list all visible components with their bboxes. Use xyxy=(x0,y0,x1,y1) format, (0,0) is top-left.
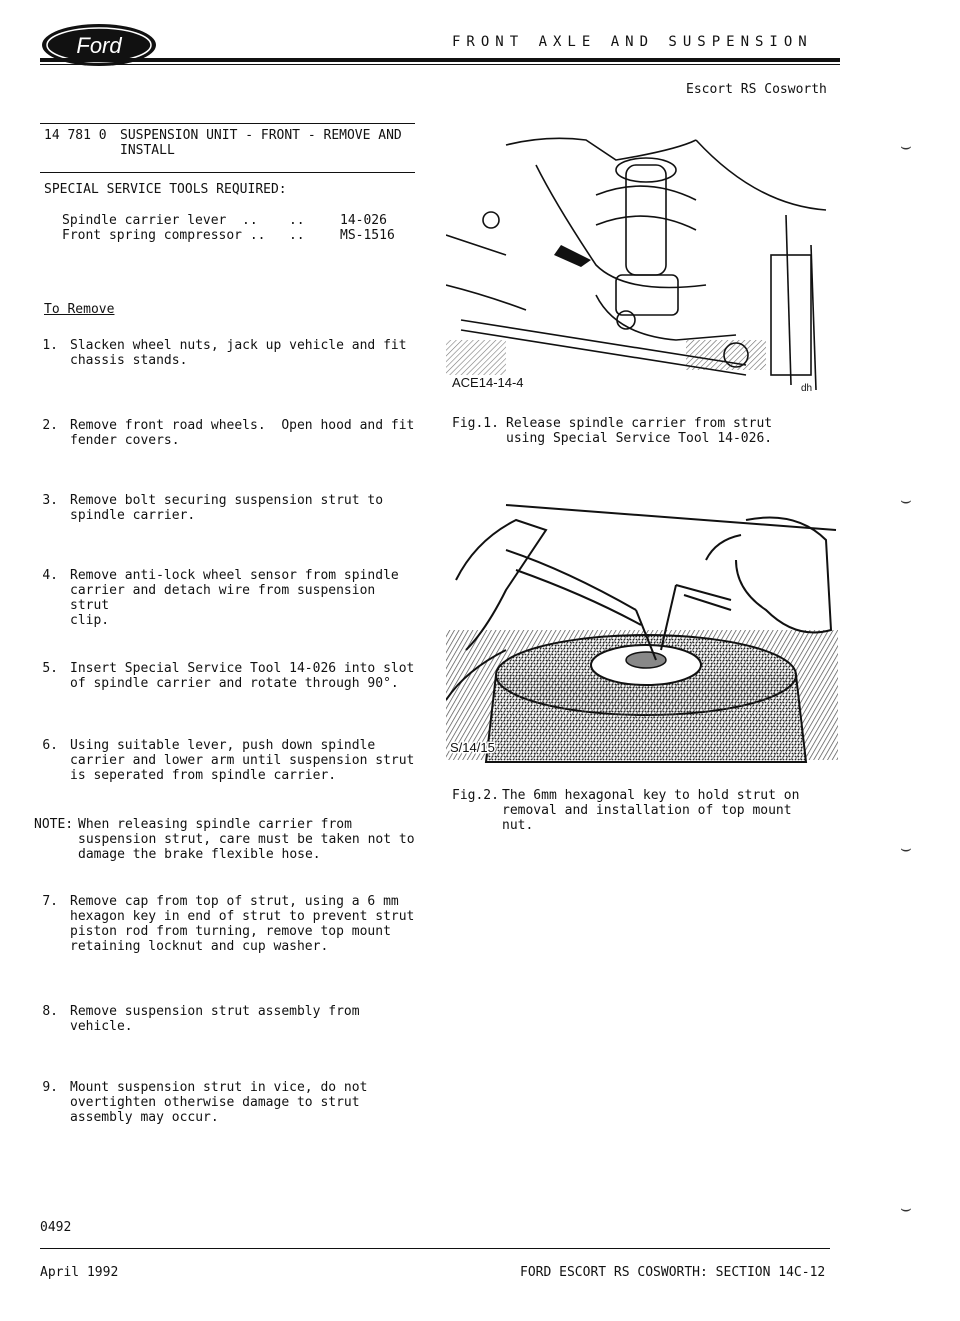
step-line: Remove front road wheels. Open hood and fit xyxy=(70,418,415,433)
step-text xyxy=(70,493,415,523)
figure-1-corner-mark: dh xyxy=(801,383,813,394)
remove-heading: To Remove xyxy=(44,302,115,317)
step-line: Mount suspension strut in vice, do not xyxy=(70,1080,368,1095)
header-rule xyxy=(40,58,840,62)
step-line: Remove cap from top of strut, using a 6 mm xyxy=(70,894,399,909)
step-text xyxy=(70,661,415,691)
tool-name: Spindle carrier lever .. .. xyxy=(62,213,305,228)
section-number: 14 781 0 xyxy=(44,128,107,143)
step-line: piston rod from turning, remove top mount xyxy=(70,924,391,939)
step-number: 4. xyxy=(42,568,58,583)
step-line: overtighten otherwise damage to strut xyxy=(70,1095,360,1110)
step-line: Using suitable lever, push down spindle xyxy=(70,738,376,753)
figure-2-caption-number: Fig.2. xyxy=(452,788,499,803)
tool-name: Front spring compressor .. .. xyxy=(62,228,305,243)
section-title xyxy=(120,128,402,158)
figure-1-caption xyxy=(506,416,772,446)
step-line: chassis stands. xyxy=(70,353,188,368)
caption-line: Release spindle carrier from strut xyxy=(506,416,773,431)
figure-1-label: ACE14-14-4 xyxy=(452,375,524,390)
figure-1-caption-number: Fig.1. xyxy=(452,416,499,431)
step-text xyxy=(70,568,415,628)
step-number: 9. xyxy=(42,1080,58,1095)
step-line: of spindle carrier and rotate through 90°. xyxy=(70,676,399,691)
note-text xyxy=(78,817,423,862)
step-number: 3. xyxy=(42,493,58,508)
tool-code: 14-026 xyxy=(340,213,387,228)
step-number: 5. xyxy=(42,661,58,676)
ford-logo-text: Ford xyxy=(76,33,122,58)
step-number: 1. xyxy=(42,338,58,353)
section-title-line: SUSPENSION UNIT - FRONT - REMOVE AND xyxy=(120,128,402,143)
caption-line: removal and installation of top mount xyxy=(502,803,792,818)
section-rule-bottom xyxy=(40,172,415,173)
page-header-title: FRONT AXLE AND SUSPENSION xyxy=(452,34,813,50)
caption-line: using Special Service Tool 14-026. xyxy=(506,431,773,446)
page-subtitle: Escort RS Cosworth xyxy=(686,82,827,97)
step-line: is seperated from spindle carrier. xyxy=(70,768,337,783)
step-line: Insert Special Service Tool 14-026 into slot xyxy=(70,661,415,676)
step-text xyxy=(70,338,415,368)
header-rule-thin xyxy=(40,64,840,65)
tools-heading: SPECIAL SERVICE TOOLS REQUIRED: xyxy=(44,182,287,197)
figure-2-label: S/14/15 xyxy=(450,740,495,755)
step-line: Remove suspension strut assembly from xyxy=(70,1004,360,1019)
step-line: carrier and lower arm until suspension strut xyxy=(70,753,415,768)
step-text xyxy=(70,738,415,783)
step-number: 2. xyxy=(42,418,58,433)
footer-reference: FORD ESCORT RS COSWORTH: SECTION 14C-12 xyxy=(520,1265,826,1280)
figure-2-illustration xyxy=(446,500,838,772)
step-number: 8. xyxy=(42,1004,58,1019)
step-line: Remove bolt securing suspension strut to xyxy=(70,493,384,508)
step-line: spindle carrier. xyxy=(70,508,196,523)
note-line: damage the brake flexible hose. xyxy=(78,847,321,862)
step-text xyxy=(70,418,415,448)
caption-line: The 6mm hexagonal key to hold strut on xyxy=(502,788,800,803)
note-line: When releasing spindle carrier from xyxy=(78,817,352,832)
figure-2-caption xyxy=(502,788,799,833)
margin-tick-mark: ⌣ xyxy=(900,1198,912,1219)
step-line: retaining locknut and cup washer. xyxy=(70,939,329,954)
caption-line: nut. xyxy=(502,818,534,833)
step-line: carrier and detach wire from suspension strut xyxy=(70,583,376,613)
step-line: fender covers. xyxy=(70,433,180,448)
step-line: assembly may occur. xyxy=(70,1110,219,1125)
margin-tick-mark: ⌣ xyxy=(900,838,912,859)
step-line: vehicle. xyxy=(70,1019,133,1034)
figure-2-drawing xyxy=(446,500,838,772)
footer-rule xyxy=(40,1248,830,1249)
figure-1-drawing xyxy=(446,135,836,395)
step-line: clip. xyxy=(70,613,110,628)
note-line: suspension strut, care must be taken not to xyxy=(78,832,415,847)
tool-code: MS-1516 xyxy=(340,228,395,243)
step-line: Slacken wheel nuts, jack up vehicle and fit xyxy=(70,338,407,353)
step-number: 7. xyxy=(42,894,58,909)
step-line: Remove anti-lock wheel sensor from spindle xyxy=(70,568,399,583)
margin-tick-mark: ⌣ xyxy=(900,136,912,157)
section-title-line: INSTALL xyxy=(120,143,175,158)
footer-date: April 1992 xyxy=(40,1265,119,1280)
step-text xyxy=(70,1080,415,1125)
step-number: 6. xyxy=(42,738,58,753)
margin-tick-mark: ⌣ xyxy=(900,490,912,511)
figure-1-illustration xyxy=(446,135,836,395)
step-line: hexagon key in end of strut to prevent strut xyxy=(70,909,415,924)
section-rule-top xyxy=(40,123,415,124)
step-text xyxy=(70,1004,415,1034)
step-text xyxy=(70,894,415,954)
footer-code: 0492 xyxy=(40,1220,72,1235)
note-label: NOTE: xyxy=(34,817,74,832)
